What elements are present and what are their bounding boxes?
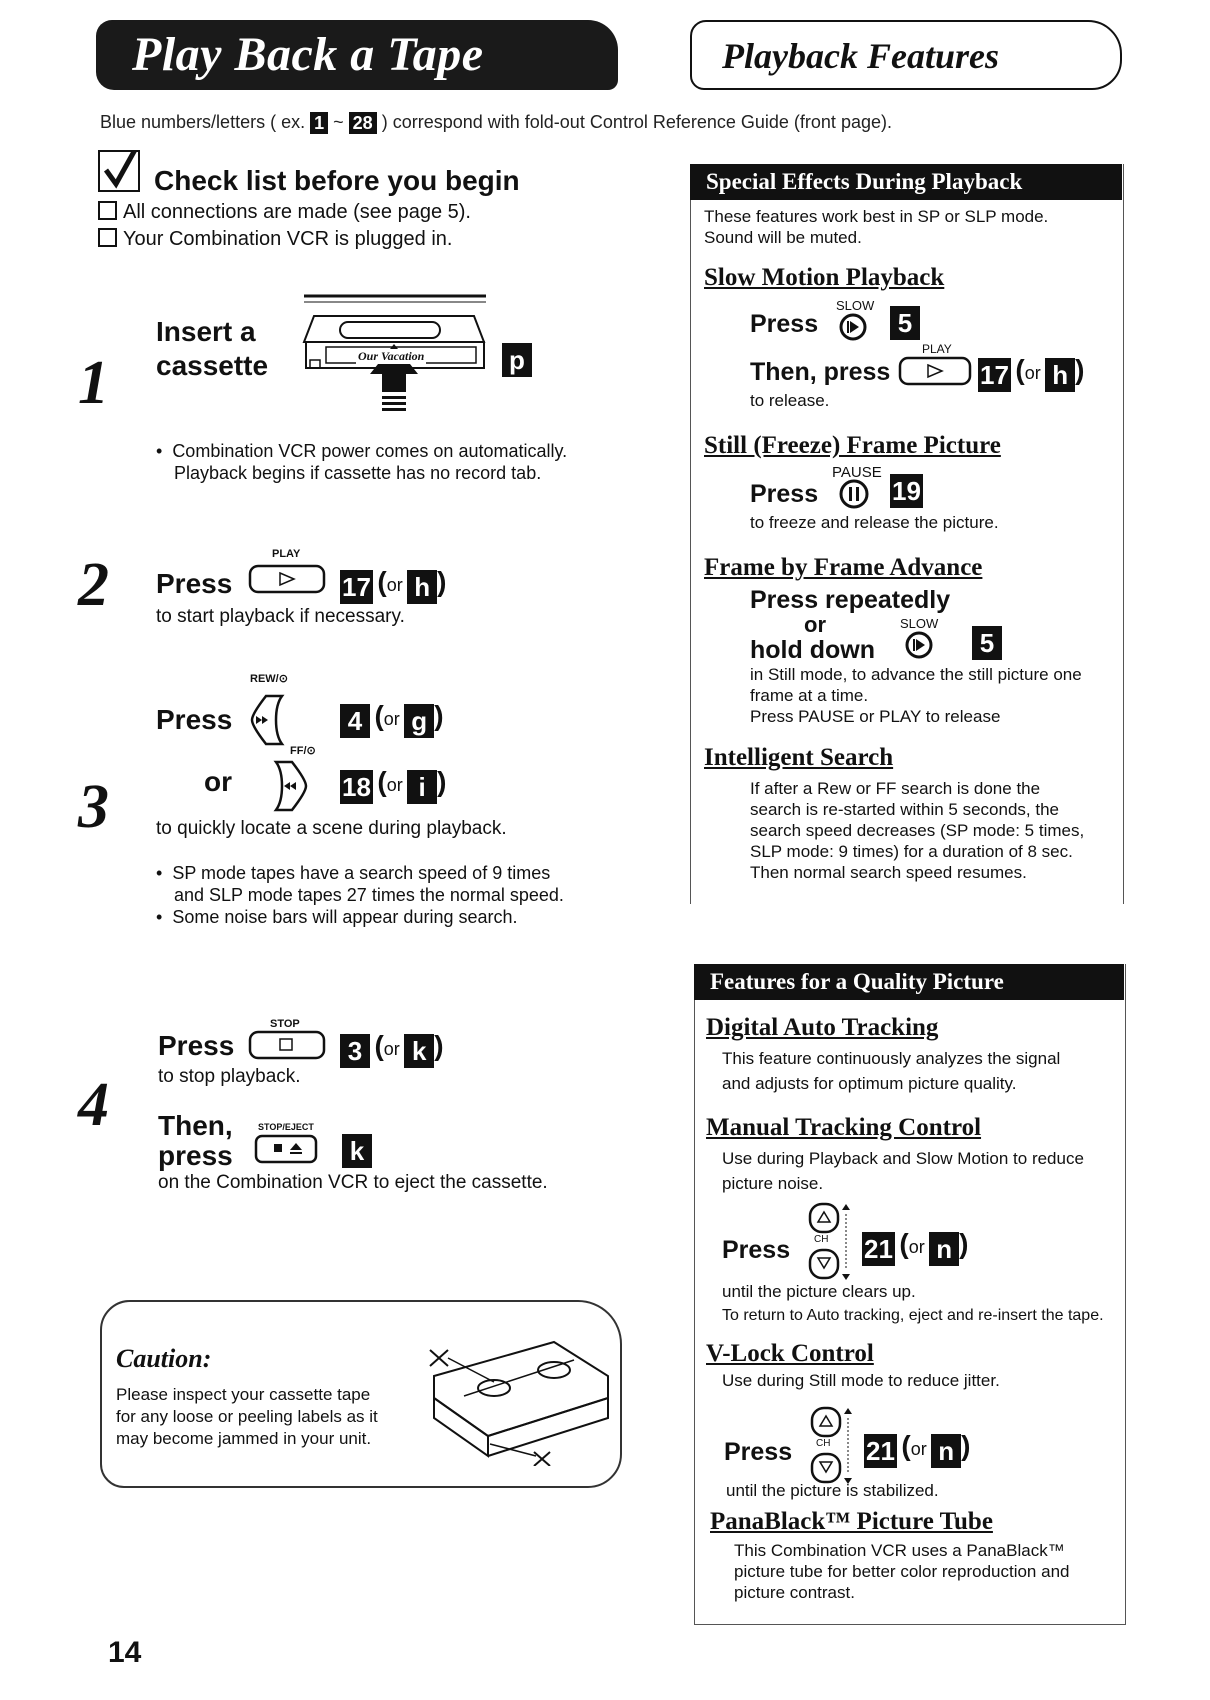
special-intro: These features work best in SP or SLP mode. Sound will be muted. <box>704 207 1049 247</box>
bullet-item: and SLP mode tapes 27 times the normal speed. <box>174 885 564 905</box>
key-badge: 5 <box>890 306 920 340</box>
mtc-after-text: until the picture clears up. To return to Auto tracking, eject and re-insert the tape. <box>722 1282 1104 1324</box>
bullet-item: Playback begins if cassette has no record tab. <box>174 463 542 483</box>
press-label: Press <box>750 480 819 508</box>
slow-label: SLOW <box>900 616 939 631</box>
checkmark-icon <box>98 150 140 192</box>
step4-text2: on the Combination VCR to eject the cassette. <box>158 1172 548 1193</box>
key-badge: 19 <box>892 476 921 506</box>
panablack-heading: PanaBlack™ Picture Tube <box>710 1508 993 1535</box>
key-badge: h <box>1045 358 1075 392</box>
guide-note-post: ) correspond with fold-out Control Reference Guide (front page). <box>381 112 892 132</box>
guide-note-pre: Blue numbers/letters ( ex. <box>100 112 306 132</box>
key-group: 3 (or k ) <box>340 1030 444 1068</box>
or-label: or <box>204 766 232 797</box>
guide-key-a: 1 <box>310 112 328 134</box>
quality-picture-title: Features for a Quality Picture <box>694 964 1124 1000</box>
key-badge: k <box>342 1134 372 1168</box>
key-group: 21 (or n ) <box>864 1228 969 1264</box>
key-group: 18 (or i ) <box>342 766 447 802</box>
slow-motion-heading: Slow Motion Playback <box>704 264 945 291</box>
step3-text: to quickly locate a scene during playback. <box>156 818 507 839</box>
step-number: 1 <box>78 349 109 417</box>
key-badge: 17 <box>342 571 371 602</box>
play-label: PLAY <box>922 342 952 356</box>
special-effects-title: Special Effects During Playback <box>690 164 1122 200</box>
caution-text: Please inspect your cassette tape for any loose or peeling labels as it may become jammed in your unit. <box>116 1385 378 1448</box>
key-badge: p <box>502 343 532 377</box>
key-badge: 21 <box>866 1435 895 1466</box>
panablack-text: This Combination VCR uses a PanaBlack™ picture tube for better color reproduction and picture contrast. <box>734 1541 1070 1602</box>
key-group: 17 (or h ) <box>342 566 447 602</box>
hold-down-label: hold down <box>750 636 875 664</box>
slow-label: SLOW <box>836 298 875 313</box>
eject-label: STOP/EJECT <box>258 1122 314 1132</box>
key-badge: k <box>404 1034 434 1068</box>
step2-text: to start playback if necessary. <box>156 606 405 627</box>
ch-label: CH <box>814 1234 829 1245</box>
key-badge: n <box>929 1232 959 1266</box>
key-group: 4 (or g ) <box>340 700 444 738</box>
search-text: If after a Rew or FF search is done the search is re-started within 5 seconds, the search speed decreases (SP mode: 5 times, SLP mode: 9 times) for a duration of 8 sec. Then normal search speed resumes. <box>750 779 1085 882</box>
manual-tracking-heading: Manual Tracking Control <box>706 1114 982 1141</box>
key-badge: 21 <box>864 1233 893 1264</box>
vlock-after-text: until the picture is stabilized. <box>726 1481 939 1500</box>
stop-label: STOP <box>270 1018 300 1030</box>
rew-label: REW/⊙ <box>250 673 288 685</box>
step-number: 2 <box>78 551 109 619</box>
press-repeatedly-label: Press repeatedly <box>750 586 951 614</box>
key-badge: i <box>407 770 437 804</box>
features-title: Playback Features <box>690 20 1122 90</box>
eject-button-icon <box>254 1134 320 1171</box>
bullet-item: • Combination VCR power comes on automatically. <box>156 441 568 461</box>
dat-text: This feature continuously analyzes the signal and adjusts for optimum picture quality. <box>722 1049 1061 1093</box>
press-label: Press <box>156 568 233 599</box>
v-lock-heading: V-Lock Control <box>706 1340 874 1367</box>
checklist-item: All connections are made (see page 5). <box>98 201 471 224</box>
frame-text: in Still mode, to advance the still picture one frame at a time. Press PAUSE or PLAY to release <box>750 665 1082 726</box>
ch-label: CH <box>816 1438 831 1449</box>
digital-auto-tracking-heading: Digital Auto Tracking <box>706 1014 939 1041</box>
page-title: Play Back a Tape <box>96 20 618 90</box>
guide-note <box>100 112 892 134</box>
channel-tracking-button-icon <box>808 1406 858 1486</box>
checkbox-icon <box>98 201 117 220</box>
bullet-list <box>156 440 567 484</box>
then-label: Then, <box>158 1110 233 1141</box>
slow-button-icon <box>904 630 936 667</box>
step4-text1: to stop playback. <box>158 1066 301 1087</box>
step1-title-line1: Insert a <box>156 316 256 347</box>
vlock-text: Use during Still mode to reduce jitter. <box>722 1371 1000 1390</box>
key-badge: 5 <box>972 626 1002 660</box>
key-badge: 3 <box>340 1034 370 1068</box>
intelligent-search-heading: Intelligent Search <box>704 744 894 771</box>
press-label: Press <box>724 1438 793 1466</box>
step1-title-line2: cassette <box>156 350 269 381</box>
key-group: 17 (or h ) <box>980 354 1085 390</box>
checkbox-icon <box>98 228 117 247</box>
checklist-title: Check list before you begin <box>154 165 520 196</box>
caution-title: Caution: <box>116 1344 212 1373</box>
press-label: Press <box>158 1030 235 1061</box>
ff-label: FF/⊙ <box>290 745 316 757</box>
key-badge: 17 <box>980 359 1009 390</box>
rew-button-icon <box>248 692 292 753</box>
mtc-text: Use during Playback and Slow Motion to reduce picture noise. <box>722 1149 1084 1193</box>
play-button-icon <box>898 356 974 393</box>
press-label: Press <box>750 310 819 338</box>
vcr-slot-illustration <box>300 292 490 422</box>
key-badge: n <box>931 1434 961 1468</box>
stop-button-icon <box>248 1030 328 1067</box>
key-group: 21 (or n ) <box>866 1430 971 1466</box>
press-label: Press <box>722 1236 791 1264</box>
or-label: or <box>804 612 826 637</box>
bullet-list <box>156 862 564 928</box>
guide-sep: ~ <box>333 112 344 132</box>
bullet-item: • SP mode tapes have a search speed of 9 times <box>156 863 551 883</box>
frame-advance-heading: Frame by Frame Advance <box>704 554 983 581</box>
ff-button-icon <box>266 758 310 819</box>
then-press-label: Then, press <box>750 358 891 386</box>
still-text: to freeze and release the picture. <box>750 513 999 532</box>
checklist-item: Your Combination VCR is plugged in. <box>98 228 452 251</box>
still-frame-heading: Still (Freeze) Frame Picture <box>704 432 1001 459</box>
step-number: 3 <box>78 773 109 841</box>
press-label: press <box>158 1140 233 1171</box>
channel-tracking-button-icon <box>806 1202 856 1282</box>
bullet-item: • Some noise bars will appear during search. <box>156 907 518 927</box>
play-button-icon <box>248 564 328 601</box>
key-badge: g <box>404 704 434 738</box>
step-number: 4 <box>78 1071 109 1139</box>
pause-label: PAUSE <box>832 464 882 481</box>
release-text: to release. <box>750 391 830 410</box>
key-badge: 18 <box>342 771 371 802</box>
slow-button-icon <box>838 312 870 349</box>
guide-key-b: 28 <box>349 112 377 134</box>
key-badge: 4 <box>340 704 370 738</box>
play-button-label: PLAY <box>272 548 301 560</box>
press-label: Press <box>156 704 233 735</box>
key-badge: h <box>407 570 437 604</box>
tape-label: Our Vacation <box>358 349 425 363</box>
cassette-tape-icon <box>424 1336 614 1471</box>
page-number: 14 <box>108 1636 142 1669</box>
